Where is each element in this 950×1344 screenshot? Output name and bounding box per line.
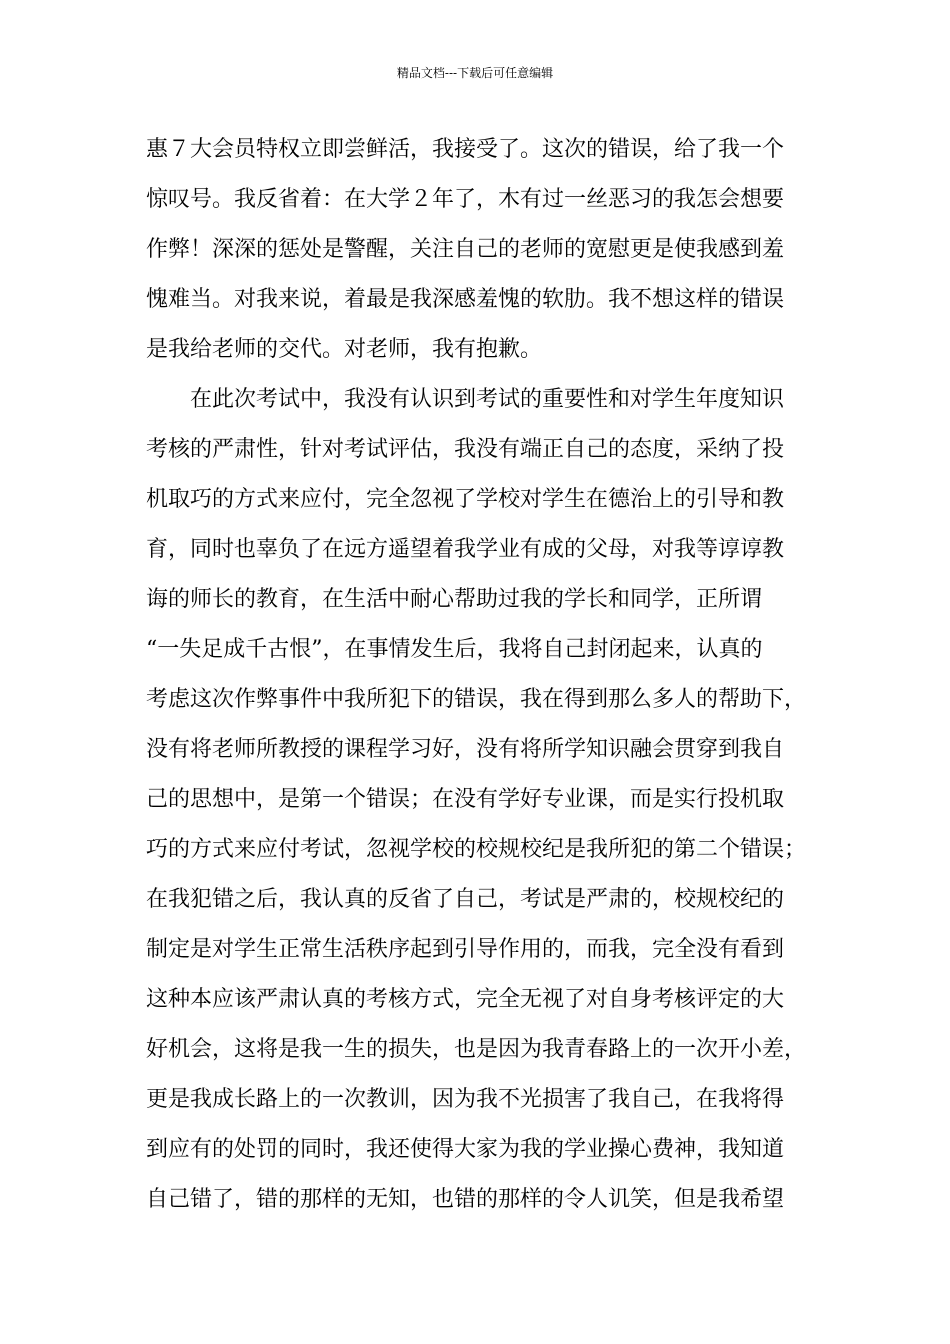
page-header: 精品文档---下载后可任意编辑 [396,66,554,80]
text-line: 自己错了，错的那样的无知，也错的那样的令人讥笑，但是我希望 [146,1187,785,1212]
paragraph-1 [146,132,818,382]
text-line: 没有将老师所教授的课程学习好，没有将所学知识融会贯穿到我自 [146,737,785,762]
text-line: 在我犯错之后，我认真的反省了自己，考试是严肃的，校规校纪的 [146,887,785,912]
text-line: 育，同时也辜负了在远方遥望着我学业有成的父母，对我等谆谆教 [146,537,785,562]
text-line: 到应有的处罚的同时，我还使得大家为我的学业操心费神，我知道 [146,1137,785,1162]
text-line: 机取巧的方式来应付，完全忽视了学校对学生在德治上的引导和教 [146,487,785,512]
text-line: 作弊！深深的惩处是警醒，关注自己的老师的宽慰更是使我感到羞 [146,237,785,262]
text-line: “一失足成千古恨”，在事情发生后，我将自己封闭起来，认真的 [146,637,763,662]
text-line: 巧的方式来应付考试，忽视学校的校规校纪是我所犯的第二个错误； [146,837,807,862]
document-body [146,132,818,1232]
paragraph-2 [146,382,818,1232]
text-line: 考核的严肃性，针对考试评估，我没有端正自己的态度，采纳了投 [146,437,785,462]
text-line: 愧难当。对我来说，着最是我深感羞愧的软肋。我不想这样的错误 [146,287,785,312]
text-line: 制定是对学生正常生活秩序起到引导作用的，而我，完全没有看到 [146,937,785,962]
text-line: 己的思想中，是第一个错误；在没有学好专业课，而是实行投机取 [146,787,785,812]
text-line: 好机会，这将是我一生的损失，也是因为我青春路上的一次开小差， [146,1037,807,1062]
text-line: 这种本应该严肃认真的考核方式，完全无视了对自身考核评定的大 [146,987,785,1012]
text-line: 诲的师长的教育，在生活中耐心帮助过我的学长和同学，正所谓 [146,587,763,612]
text-line: 是我给老师的交代。对老师，我有抱歉。 [146,337,543,362]
text-line: 考虑这次作弊事件中我所犯下的错误，我在得到那么多人的帮助下， [146,687,807,712]
text-line: 惊叹号。我反省着：在大学２年了，木有过一丝恶习的我怎会想要 [146,187,785,212]
text-line: 更是我成长路上的一次教训，因为我不光损害了我自己，在我将得 [146,1087,785,1112]
text-line: 在此次考试中，我没有认识到考试的重要性和对学生年度知识 [190,387,785,412]
text-line: 惠７大会员特权立即尝鲜活，我接受了。这次的错误，给了我一个 [146,137,785,162]
